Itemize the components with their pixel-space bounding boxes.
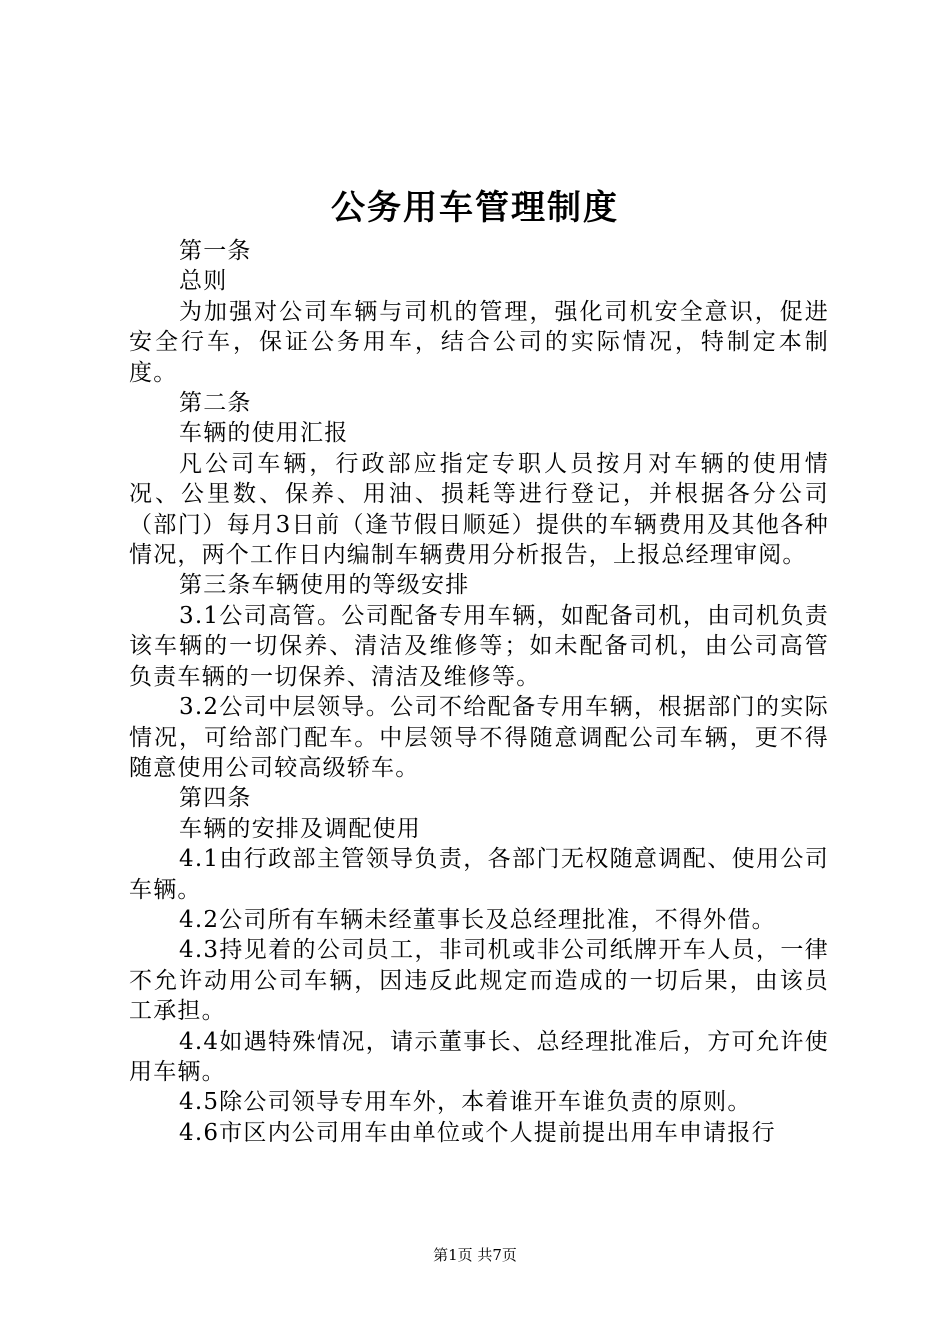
paragraph-clause-4-6: 4.6市区内公司用车由单位或个人提前提出用车申请报行 <box>179 1119 776 1146</box>
paragraph-article-2-heading: 第二条 <box>179 390 252 417</box>
paragraph-clause-4-3: 4.3持见着的公司员工，非司机或非公司纸牌开车人员，一律不允许动用公司车辆，因违反此规定而造成的一切后果，由该员工承担。 <box>129 937 829 1025</box>
paragraph-article-1-body: 为加强对公司车辆与司机的管理，强化司机安全意识，促进安全行车，保证公务用车，结合公司的实际情况，特制定本制度。 <box>129 298 829 386</box>
document-body <box>129 236 829 1148</box>
paragraph-article-4-subtitle: 车辆的安排及调配使用 <box>179 815 421 842</box>
paragraph-clause-4-2: 4.2公司所有车辆未经董事长及总经理批准，不得外借。 <box>179 906 776 933</box>
paragraph-article-1-subtitle: 总则 <box>179 268 228 295</box>
document-title: 公务用车管理制度 <box>331 188 619 228</box>
page-number-footer: 第1页 共7页 <box>433 1246 517 1264</box>
paragraph-article-4-heading: 第四条 <box>179 785 252 812</box>
paragraph-article-2-body: 凡公司车辆，行政部应指定专职人员按月对车辆的使用情况、公里数、保养、用油、损耗等进行登记，并根据各分公司（部门）每月3日前（逢节假日顺延）提供的车辆费用及其他各种情况，两个工作日内编制车辆费用分析报告，上报总经理审阅。 <box>129 450 829 569</box>
paragraph-clause-4-5: 4.5除公司领导专用车外，本着谁开车谁负责的原则。 <box>179 1089 752 1116</box>
paragraph-clause-3-2: 3.2公司中层领导。公司不给配备专用车辆，根据部门的实际情况，可给部门配车。中层领导不得随意调配公司车辆，更不得随意使用公司较高级轿车。 <box>129 694 829 781</box>
paragraph-clause-3-1: 3.1公司高管。公司配备专用车辆，如配备司机，由司机负责该车辆的一切保养、清洁及维修等；如未配备司机，由公司高管负责车辆的一切保养、清洁及维修等。 <box>129 602 829 690</box>
paragraph-clause-4-1: 4.1由行政部主管领导负责，各部门无权随意调配、使用公司车辆。 <box>129 846 829 903</box>
paragraph-article-2-subtitle: 车辆的使用汇报 <box>179 420 349 447</box>
paragraph-article-3-heading: 第三条车辆使用的等级安排 <box>179 572 470 599</box>
paragraph-clause-4-4: 4.4如遇特殊情况，请示董事长、总经理批准后，方可允许使用车辆。 <box>129 1028 829 1085</box>
paragraph-article-1-heading: 第一条 <box>179 238 252 264</box>
